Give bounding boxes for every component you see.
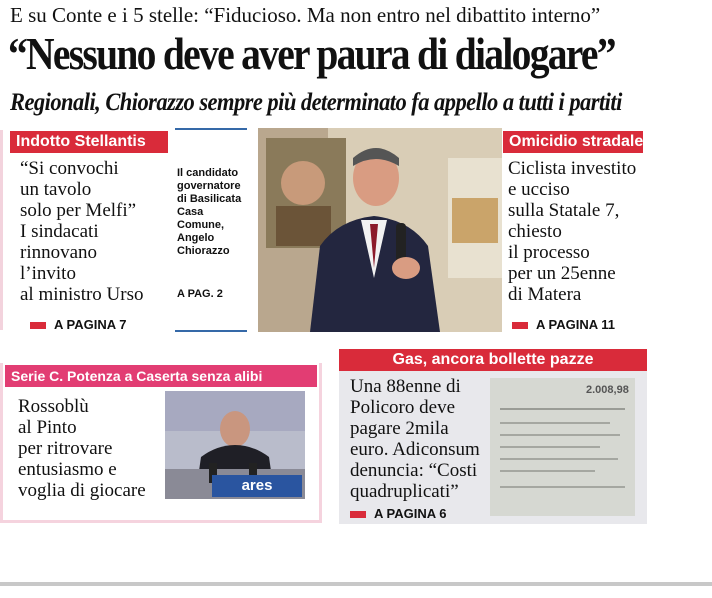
serie-text: Rossoblù al Pinto per ritrovare entusiasmo e voglia di giocare <box>18 396 146 501</box>
sub-headline: Regionali, Chiorazzo sempre più determinato fa appello a tutti i partiti <box>10 89 622 116</box>
candidate-page-ref[interactable]: A PAG. 2 <box>177 288 223 300</box>
omicidio-text: Ciclista investito e ucciso sulla Statale 7, chiesto il processo per un 25enne di Matera <box>508 158 637 305</box>
bill-photo <box>490 378 635 516</box>
bill-amount: 2.008,98 <box>586 384 629 396</box>
indotto-page-ref[interactable]: A PAGINA 7 <box>30 317 126 333</box>
candidate-caption: Il candidato governatore di Basilicata Casa Comune, Angelo Chiorazzo <box>177 167 242 257</box>
sponsor-logo: ares <box>212 475 302 497</box>
omicidio-page-ref[interactable]: A PAGINA 11 <box>512 317 615 333</box>
kicker-line: E su Conte e i 5 stelle: “Fiducioso. Ma non entro nel dibattito interno” <box>10 3 601 27</box>
coach-photo <box>165 391 305 499</box>
blue-rule-top <box>175 128 247 130</box>
gas-page-ref[interactable]: A PAGINA 6 <box>350 506 446 522</box>
bullet-icon <box>30 322 46 329</box>
serie-tag: Serie C. Potenza a Caserta senza alibi <box>5 365 317 387</box>
blue-rule-bottom <box>175 330 247 332</box>
footer-divider <box>0 582 712 586</box>
gas-tag: Gas, ancora bollette pazze <box>339 349 647 371</box>
bullet-icon <box>512 322 528 329</box>
bullet-icon <box>350 511 366 518</box>
indotto-tag: Indotto Stellantis <box>10 131 168 153</box>
candidate-photo-illustration <box>258 128 502 332</box>
main-headline: “Nessuno deve aver paura di dialogare” <box>8 28 615 79</box>
candidate-photo <box>258 128 502 332</box>
indotto-text: “Si convochi un tavolo solo per Melfi” I sindacati rinnovano l’invito al ministro Urso <box>20 158 144 305</box>
bill-illustration <box>490 378 635 516</box>
omicidio-tag: Omicidio stradale <box>503 131 643 153</box>
gas-text: Una 88enne di Policoro deve pagare 2mila euro. Adiconsum denuncia: “Costi quadruplicati” <box>350 376 480 502</box>
